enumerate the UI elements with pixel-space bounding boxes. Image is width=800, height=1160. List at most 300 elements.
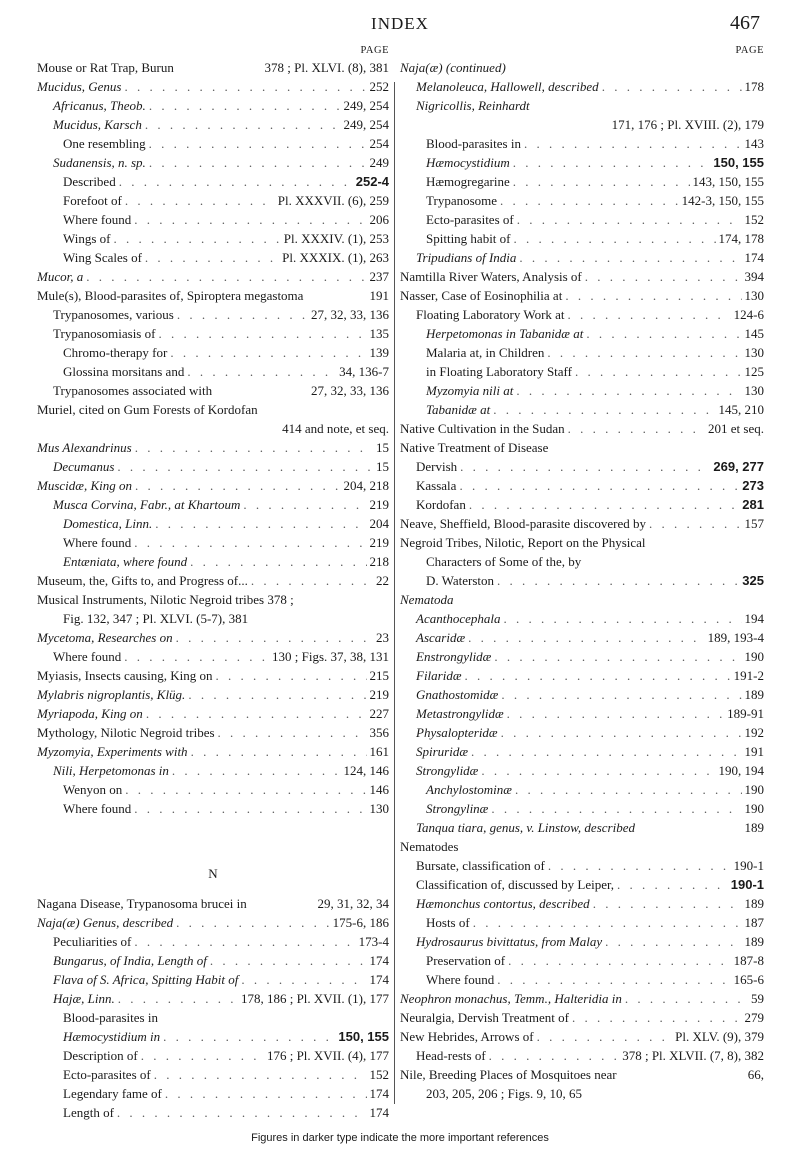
entry-term: Nematoda [400, 592, 454, 607]
entry-page-ref: 189 [744, 687, 764, 702]
left-page-label: PAGE [360, 45, 389, 56]
index-entry [400, 476, 764, 495]
entry-page-ref: 204 [369, 516, 389, 531]
entry-page-ref: 152 [744, 212, 764, 227]
index-entry [400, 780, 764, 799]
entry-page-ref: 174 [369, 1086, 389, 1101]
entry-term: Floating Laboratory Work at [416, 307, 565, 322]
entry-term: Mucidus, Karsch [53, 117, 142, 132]
leader-dots [471, 742, 741, 761]
entry-page-ref: 190-1 [733, 858, 764, 873]
index-entry [37, 476, 389, 495]
index-entry [37, 286, 389, 305]
entry-page-ref: 175-6, 186 [332, 915, 389, 930]
entry-page-ref: 252-4 [355, 174, 389, 189]
entry-term: Hajæ, Linn. [53, 991, 115, 1006]
entry-term: Native Cultivation in the Sudan [400, 421, 565, 436]
leader-dots [460, 457, 710, 476]
leader-dots [514, 229, 716, 248]
index-entry [37, 495, 389, 514]
entry-term: Myzomyia, Experiments with [37, 744, 188, 759]
entry-term: Where found [63, 801, 132, 816]
leader-dots [146, 704, 367, 723]
entry-page-ref: 273 [742, 478, 764, 493]
entry-page-ref: 219 [369, 687, 389, 702]
entry-page-ref: 190 [744, 649, 764, 664]
index-entry [400, 609, 764, 628]
entry-page-ref: 66, [747, 1067, 764, 1082]
entry-page-ref: 201 et seq. [708, 421, 764, 436]
leader-dots [243, 495, 366, 514]
entry-page-ref: 27, 32, 33, 136 [311, 383, 389, 398]
entry-term: Tripudians of India [416, 250, 517, 265]
entry-term: Characters of Some of the, by [426, 554, 582, 569]
entry-page-ref: 152 [369, 1067, 389, 1082]
entry-page-ref: 218 [369, 554, 389, 569]
entry-page-ref: 394 [744, 269, 764, 284]
index-entry [400, 134, 764, 153]
right-entries [400, 58, 764, 1103]
index-entry [37, 58, 389, 77]
entry-page-ref: 157 [744, 516, 764, 531]
entry-term: Muscidæ, King on [37, 478, 132, 493]
right-column [400, 44, 764, 1103]
entry-term: Mule(s), Blood-parasites of, Spiroptera megastoma [37, 288, 304, 303]
leader-dots [149, 96, 341, 115]
entry-term: Described [63, 174, 116, 189]
entry-page-ref: 139 [369, 345, 389, 360]
entry-page-ref: 142-3, 150, 155 [681, 193, 764, 208]
entry-term: Where found [53, 649, 122, 664]
entry-page-ref: 130 [744, 288, 764, 303]
leader-dots [177, 305, 308, 324]
index-entry [37, 438, 389, 457]
entry-page-ref: 414 and note, et seq. [282, 421, 389, 436]
index-entry [400, 381, 764, 400]
entry-term: Trypanosomiasis of [53, 326, 156, 341]
index-entry [400, 1084, 764, 1103]
leader-dots [170, 343, 366, 362]
index-entry [400, 343, 764, 362]
left-entries-n [37, 894, 389, 1122]
entry-term: Dervish [416, 459, 458, 474]
entry-term: Where found [426, 972, 495, 987]
leader-dots [86, 267, 366, 286]
entry-term: Myzomyia nili at [426, 383, 514, 398]
index-entry [37, 381, 389, 400]
leader-dots [473, 913, 742, 932]
entry-term: Africanus, Theob. [53, 98, 146, 113]
entry-page-ref: 249 [369, 155, 389, 170]
entry-term: Nagana Disease, Trypanosoma brucei in [37, 896, 247, 911]
index-entry [400, 989, 764, 1008]
index-entry [400, 286, 764, 305]
entry-term: Nili, Herpetomonas in [53, 763, 169, 778]
index-entry [37, 685, 389, 704]
entry-page-ref: 269, 277 [713, 459, 764, 474]
index-entry [400, 647, 764, 666]
entry-page-ref: 29, 31, 32, 34 [317, 896, 389, 911]
leader-dots [215, 666, 366, 685]
entry-term: Kordofan [416, 497, 466, 512]
index-entry [400, 685, 764, 704]
index-entry [37, 590, 389, 609]
entry-term: Where found [63, 212, 132, 227]
entry-term: Mylabris nigroplantis, Klüg. [37, 687, 186, 702]
leader-dots [218, 723, 367, 742]
leader-dots [188, 685, 366, 704]
section-letter-n: N [208, 866, 218, 881]
leader-dots [149, 134, 367, 153]
index-entry [400, 191, 764, 210]
index-entry [400, 1027, 764, 1046]
index-entry [37, 172, 389, 191]
entry-term: Glossina morsitans and [63, 364, 185, 379]
entry-page-ref: 59 [751, 991, 764, 1006]
index-entry [400, 210, 764, 229]
leader-dots [497, 970, 730, 989]
entry-page-ref: 378 ; Pl. XLVII. (7, 8), 382 [622, 1048, 764, 1063]
leader-dots [141, 1046, 264, 1065]
page-header [40, 12, 760, 42]
entry-term: New Hebrides, Arrows of [400, 1029, 534, 1044]
entry-page-ref: 187 [744, 915, 764, 930]
entry-page-ref: 176 ; Pl. XVII. (4), 177 [266, 1048, 389, 1063]
entry-term: Mythology, Nilotic Negroid tribes [37, 725, 215, 740]
index-entry [400, 267, 764, 286]
leader-dots [537, 1027, 673, 1046]
index-entry [37, 248, 389, 267]
index-entry [400, 1065, 764, 1084]
entry-page-ref: Pl. XLV. (9), 379 [675, 1029, 764, 1044]
entry-page-ref: 23 [376, 630, 389, 645]
index-entry [400, 894, 764, 913]
entry-term: Physalopteridæ [416, 725, 498, 740]
leader-dots [165, 1084, 367, 1103]
entry-page-ref: 174 [369, 972, 389, 987]
index-entry [400, 818, 764, 837]
entry-term: One resembling [63, 136, 146, 151]
leader-dots [572, 1008, 742, 1027]
index-entry [400, 799, 764, 818]
index-entry [400, 438, 764, 457]
index-entry [400, 761, 764, 780]
entry-term: Sudanensis, n. sp. [53, 155, 146, 170]
index-entry [37, 799, 389, 818]
index-entry [37, 229, 389, 248]
entry-term: Wings of [63, 231, 111, 246]
entry-term: Tabanidæ at [426, 402, 491, 417]
leader-dots [605, 932, 741, 951]
entry-term: Head-rests of [416, 1048, 486, 1063]
index-entry [400, 324, 764, 343]
entry-term: Naja(æ) (continued) [400, 60, 506, 75]
entry-term: Kassala [416, 478, 457, 493]
entry-page-ref: 27, 32, 33, 136 [311, 307, 389, 322]
leader-dots [158, 324, 366, 343]
entry-term: Musical Instruments, Nilotic Negroid tribes 378 ; [37, 592, 294, 607]
leader-dots [575, 362, 742, 381]
entry-page-ref: 215 [369, 668, 389, 683]
entry-term: Fig. 132, 347 ; Pl. XLVI. (5-7), 381 [63, 611, 249, 626]
entry-page-ref: 378 ; Pl. XLVI. (8), 381 [264, 60, 389, 75]
index-entry [37, 704, 389, 723]
index-entry [37, 1065, 389, 1084]
entry-term: Neuralgia, Dervish Treatment of [400, 1010, 569, 1025]
index-entry [400, 495, 764, 514]
entry-term: Namtilla River Waters, Analysis of [400, 269, 582, 284]
entry-term: Where found [63, 535, 132, 550]
leader-dots [493, 400, 715, 419]
leader-dots [586, 324, 741, 343]
index-entry [400, 115, 764, 134]
index-entry [37, 191, 389, 210]
leader-dots [210, 951, 367, 970]
entry-page-ref: Pl. XXXIV. (1), 253 [283, 231, 389, 246]
entry-page-ref: Pl. XXXVII. (6), 259 [277, 193, 389, 208]
entry-page-ref: 143 [744, 136, 764, 151]
index-entry [37, 267, 389, 286]
entry-term: Legendary fame of [63, 1086, 162, 1101]
index-entry [37, 153, 389, 172]
entry-page-ref: 252 [369, 79, 389, 94]
index-entry [37, 1046, 389, 1065]
entry-page-ref: 190 [744, 782, 764, 797]
entry-page-ref: 254 [369, 136, 389, 151]
index-entry [400, 305, 764, 324]
index-entry [37, 400, 389, 419]
index-entry [37, 742, 389, 761]
entry-page-ref: 281 [742, 497, 764, 512]
entry-term: Entæniata, where found [63, 554, 188, 569]
index-entry [37, 780, 389, 799]
entry-term: Strongylidæ [416, 763, 479, 778]
leader-dots [513, 172, 690, 191]
index-entry [37, 457, 389, 476]
index-entry [37, 932, 389, 951]
leader-dots [568, 419, 705, 438]
leader-dots [163, 1027, 335, 1046]
entry-term: Anchylostominæ [426, 782, 512, 797]
entry-page-ref: 174 [369, 953, 389, 968]
index-entry [400, 229, 764, 248]
entry-term: Forefoot of [63, 193, 122, 208]
entry-page-ref: 124-6 [733, 307, 764, 322]
index-entry [37, 970, 389, 989]
entry-page-ref: 204, 218 [343, 478, 389, 493]
index-entry [37, 609, 389, 628]
index-entry [37, 571, 389, 590]
leader-dots [497, 571, 739, 590]
entry-term: Hydrosaurus bivittatus, from Malay [416, 934, 603, 949]
index-entry [400, 514, 764, 533]
leader-dots [500, 191, 679, 210]
index-entry [400, 742, 764, 761]
leader-dots [649, 514, 742, 533]
leader-dots [593, 894, 742, 913]
leader-dots [155, 514, 366, 533]
index-entry [400, 533, 764, 552]
entry-page-ref: 145 [744, 326, 764, 341]
index-entry [37, 1008, 389, 1027]
leader-dots [489, 1046, 620, 1065]
leader-dots [149, 153, 367, 172]
leader-dots [251, 571, 373, 590]
index-entry [37, 96, 389, 115]
entry-page-ref: 174, 178 [718, 231, 764, 246]
leader-dots [118, 989, 238, 1008]
index-entry [400, 457, 764, 476]
entry-term: Native Treatment of Disease [400, 440, 549, 455]
entry-term: Ecto-parasites of [63, 1067, 151, 1082]
leader-dots [125, 191, 275, 210]
entry-page-ref: 143, 150, 155 [692, 174, 764, 189]
entry-page-ref: 191 [744, 744, 764, 759]
leader-dots [501, 723, 742, 742]
entry-page-ref: 178 [744, 79, 764, 94]
entry-term: Melanoleuca, Hallowell, described [416, 79, 599, 94]
leader-dots [469, 495, 739, 514]
entry-term: Mucidus, Genus [37, 79, 122, 94]
entry-term: Decumanus [53, 459, 115, 474]
index-entry [37, 989, 389, 1008]
entry-page-ref: 325 [742, 573, 764, 588]
index-entry [400, 970, 764, 989]
entry-page-ref: 194 [744, 611, 764, 626]
entry-term: Domestica, Linn. [63, 516, 153, 531]
index-entry [400, 837, 764, 856]
leader-dots [481, 761, 715, 780]
leader-dots [501, 685, 741, 704]
leader-dots [459, 476, 739, 495]
entry-term: Peculiarities of [53, 934, 132, 949]
index-entry [400, 723, 764, 742]
footer-note: Figures in darker type indicate the more important references [251, 1132, 549, 1144]
entry-page-ref: 150, 155 [338, 1029, 389, 1044]
index-entry [37, 894, 389, 913]
index-entry [400, 58, 764, 77]
entry-page-ref: 237 [369, 269, 389, 284]
entry-page-ref: 219 [369, 535, 389, 550]
entry-term: Myiasis, Insects causing, King on [37, 668, 213, 683]
entry-term: Trypanosome [426, 193, 498, 208]
leader-dots [134, 799, 366, 818]
entry-term: Acanthocephala [416, 611, 501, 626]
leader-dots [516, 381, 741, 400]
entry-page-ref: 190 [744, 801, 764, 816]
leader-dots [187, 362, 336, 381]
entry-term: Nasser, Case of Eosinophilia at [400, 288, 563, 303]
entry-page-ref: 125 [744, 364, 764, 379]
leader-dots [119, 172, 353, 191]
index-entry [37, 210, 389, 229]
entry-page-ref: 34, 136-7 [339, 364, 389, 379]
index-entry [400, 951, 764, 970]
entry-page-ref: 191 [369, 288, 389, 303]
index-entry [400, 704, 764, 723]
entry-term: Filaridæ [416, 668, 462, 683]
entry-page-ref: 145, 210 [718, 402, 764, 417]
index-entry [400, 77, 764, 96]
leader-dots [190, 552, 366, 571]
index-entry [400, 590, 764, 609]
leader-dots [145, 248, 279, 267]
leader-dots [134, 533, 366, 552]
entry-term: Bursate, classification of [416, 858, 545, 873]
entry-term: Enstrongylidæ [416, 649, 492, 664]
entry-term: D. Waterston [426, 573, 495, 588]
page-number: 467 [730, 12, 760, 34]
entry-page-ref: Pl. XXXIX. (1), 263 [282, 250, 389, 265]
leader-dots [585, 267, 742, 286]
entry-term: Trypanosomes associated with [53, 383, 213, 398]
entry-term: Flava of S. Africa, Spitting Habit of [53, 972, 239, 987]
index-entry [37, 134, 389, 153]
leader-dots [176, 628, 373, 647]
column-divider [394, 82, 395, 1104]
index-entry [400, 419, 764, 438]
entry-term: Preservation of [426, 953, 506, 968]
entry-page-ref: 279 [744, 1010, 764, 1025]
index-entry [37, 533, 389, 552]
entry-term: 203, 205, 206 ; Figs. 9, 10, 65 [426, 1086, 583, 1101]
leader-dots [134, 932, 355, 951]
entry-page-ref: 15 [376, 459, 389, 474]
entry-page-ref: 356 [369, 725, 389, 740]
index-entry [37, 305, 389, 324]
leader-dots [124, 647, 269, 666]
entry-term: Hæmocystidium [426, 155, 510, 170]
index-entry [400, 96, 764, 115]
entry-page-ref: 22 [376, 573, 389, 588]
leader-dots [117, 457, 373, 476]
index-entry [400, 1008, 764, 1027]
leader-dots [465, 666, 731, 685]
entry-term: Musca Corvina, Fabr., at Khartoum [53, 497, 241, 512]
index-entry [400, 875, 764, 894]
leader-dots [145, 115, 341, 134]
index-entry [37, 362, 389, 381]
left-column [37, 44, 389, 1122]
page-title: INDEX [371, 14, 429, 33]
index-entry [400, 153, 764, 172]
leader-dots [568, 305, 731, 324]
leader-dots [547, 343, 741, 362]
index-entry [37, 115, 389, 134]
entry-page-ref: 165-6 [733, 972, 764, 987]
leader-dots [602, 77, 742, 96]
index-entry [37, 324, 389, 343]
entry-term: Tanqua tiara, genus, v. Linstow, described [416, 820, 635, 835]
entry-term: Malaria at, in Children [426, 345, 545, 360]
entry-page-ref: 189-91 [727, 706, 764, 721]
entry-page-ref: 124, 146 [343, 763, 389, 778]
index-entry [400, 932, 764, 951]
leader-dots [513, 153, 711, 172]
entry-page-ref: 174 [369, 1105, 389, 1120]
entry-term: Naja(æ) Genus, described [37, 915, 174, 930]
entry-page-ref: 189, 193-4 [707, 630, 764, 645]
leader-dots [565, 286, 741, 305]
leader-dots [468, 628, 705, 647]
leader-dots [135, 476, 341, 495]
entry-page-ref: 190, 194 [718, 763, 764, 778]
entry-page-ref: 15 [376, 440, 389, 455]
entry-term: Mycetoma, Researches on [37, 630, 173, 645]
index-entry [400, 913, 764, 932]
entry-page-ref: 249, 254 [343, 98, 389, 113]
index-entry [37, 1027, 389, 1046]
